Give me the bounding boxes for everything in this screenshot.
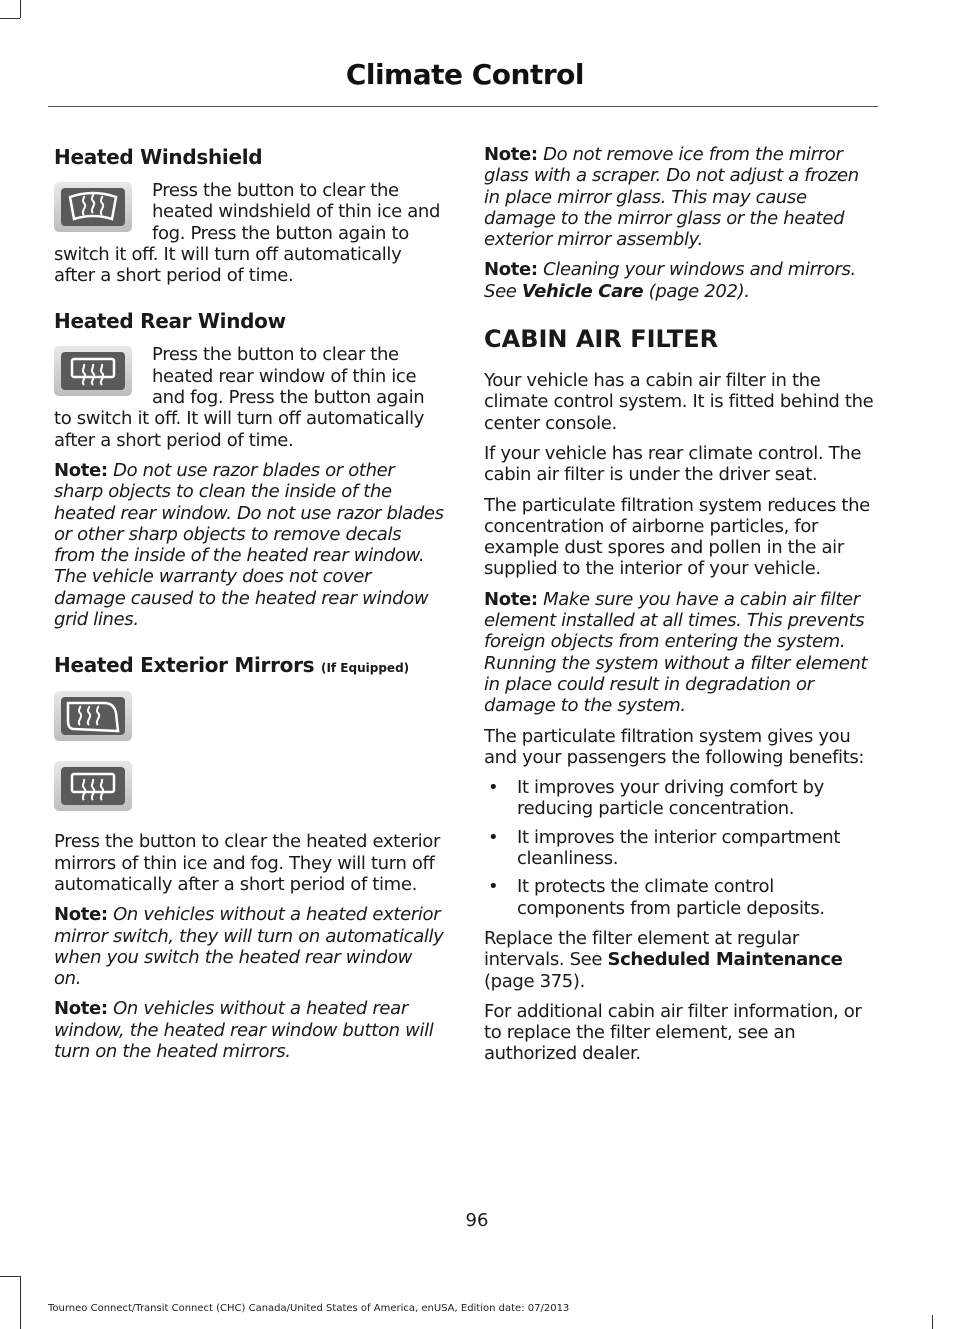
page-number: 96 [465, 1210, 489, 1231]
heated-rear-window-heading: Heated Rear Window [54, 309, 286, 334]
cabin-paragraph-1: Your vehicle has a cabin air filter in the climate control system. It is fitted behind the center console. [484, 370, 874, 434]
left-column [54, 144, 444, 1071]
footer-text: Tourneo Connect/Transit Connect (CHC) Canada/United States of America, enUSA, Edition date: 07/2013 [48, 1303, 570, 1314]
cabin-air-filter-heading: CABIN AIR FILTER [484, 325, 719, 354]
cabin-paragraph-6: For additional cabin air filter information, or to replace the filter element, see an authorized dealer. [484, 1000, 862, 1065]
heated-windshield-icon [54, 182, 132, 232]
heated-mirrors-text: Press the button to clear the heated exterior mirrors of thin ice and fog. They will turn off automatically after a short period of time. [54, 831, 441, 895]
heated-rear-window-text: Press the button to clear the heated rear window of thin ice and fog. Press the button again to switch it off. It will turn off automatically after a short period of time. [54, 344, 425, 451]
crop-mark [0, 1276, 20, 1277]
list-item: • It protects the climate control components from particle deposits. [488, 876, 825, 919]
header-rule [48, 106, 878, 107]
heated-windshield-heading: Heated Windshield [54, 145, 263, 169]
benefits-list [484, 777, 874, 919]
heated-rear-window-icon [54, 761, 132, 811]
right-column [484, 144, 874, 1074]
heated-windshield-text: Press the button to clear the heated windshield of thin ice and fog. Press the button again to switch it off. It will turn off automatically after a short period of time. [54, 180, 441, 287]
cabin-paragraph-2: If your vehicle has rear climate control. The cabin air filter is under the driver seat. [484, 442, 862, 486]
heated-mirrors-note-1: Note: On vehicles without a heated exterior mirror switch, they will turn on automatically when you switch the heated rear window on. [54, 904, 444, 990]
scheduled-maintenance-link[interactable]: Scheduled Maintenance [607, 949, 843, 971]
crop-mark [0, 18, 20, 19]
cabin-note: Note: Make sure you have a cabin air filter element installed at all times. This prevents foreign objects from entering the system. Running the system without a filter element in place could result in degradation or damage to the system. [484, 588, 868, 717]
heated-rear-window-icon [54, 346, 132, 396]
heated-mirrors-note-2: Note: On vehicles without a heated rear window, the heated rear window button will turn on the heated mirrors. [54, 998, 434, 1063]
cabin-paragraph-4: The particulate filtration system gives you and your passengers the following benefits: [484, 725, 865, 768]
cleaning-note: Note: Cleaning your windows and mirrors. See Vehicle Care (page 202). [484, 259, 856, 302]
crop-mark [932, 1315, 933, 1329]
cabin-paragraph-5: Replace the filter element at regular intervals. See Scheduled Maintenance (page 375). [484, 927, 843, 992]
cabin-paragraph-3: The particulate filtration system reduces the concentration of airborne particles, for example dust spores and pollen in the air supplied to the interior of your vehicle. [484, 494, 870, 580]
list-item: • It improves your driving comfort by reducing particle concentration. [488, 777, 824, 820]
heated-rear-window-note: Note: Do not use razor blades or other sharp objects to clean the inside of the heated rear window. Do not use razor blades or other sharp objects to remove decals from the inside of the heated rear window. The vehicle warranty does not cover damage caused to the heated rear window grid lines. [54, 459, 444, 631]
vehicle-care-link[interactable]: Vehicle Care [521, 280, 644, 302]
heated-mirror-icon [54, 691, 132, 741]
list-item: • It improves the interior compartment cleanliness. [488, 826, 841, 870]
page-title: Climate Control [345, 58, 584, 91]
crop-mark [20, 1276, 21, 1329]
heated-mirrors-heading: Heated Exterior Mirrors (If Equipped) [54, 653, 410, 678]
mirror-ice-note: Note: Do not remove ice from the mirror glass with a scraper. Do not adjust a frozen in place mirror glass. This may cause damage to the mirror glass or the heated exterior mirror assembly. [484, 144, 859, 251]
crop-mark [20, 0, 21, 18]
